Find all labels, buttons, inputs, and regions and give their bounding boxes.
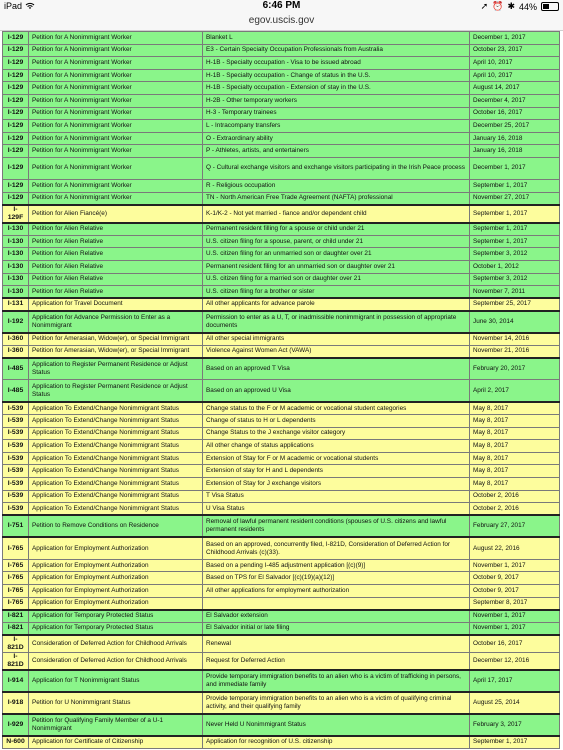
date-cell: April 17, 2017 [470, 670, 560, 692]
date-cell: October 23, 2017 [470, 44, 560, 57]
date-cell: August 22, 2016 [470, 537, 560, 559]
category-cell: U.S. citizen filing for a spouse, parent, or child under 21 [203, 235, 470, 248]
status-right [481, 1, 559, 12]
table-row [3, 205, 560, 223]
table-row [3, 120, 560, 133]
category-cell: P - Athletes, artists, and entertainers [203, 145, 470, 158]
form-title-cell: Petition for Alien Relative [29, 248, 203, 261]
form-cell: N-600 [3, 736, 29, 749]
form-cell: I-765 [3, 559, 29, 572]
form-title-cell: Petition for Amerasian, Widow(er), or Special Immigrant [29, 345, 203, 358]
category-cell: H-1B - Specialty occupation - Visa to be issued abroad [203, 57, 470, 70]
table-row [3, 145, 560, 158]
device-name: iPad [4, 1, 23, 11]
form-cell: I-129 [3, 107, 29, 120]
date-cell: October 2, 2016 [470, 503, 560, 516]
form-title-cell: Petition for Alien Relative [29, 260, 203, 273]
table-row [3, 465, 560, 478]
table-row [3, 94, 560, 107]
form-title-cell: Application To Extend/Change Nonimmigrant Status [29, 478, 203, 491]
form-title-cell: Petition for U Nonimmigrant Status [29, 692, 203, 714]
category-cell: Extension of Stay for F or M academic or vocational students [203, 452, 470, 465]
form-title-cell: Application for Advance Permission to Enter as a Nonimmigrant [29, 311, 203, 333]
form-title-cell: Application to Register Permanent Residence or Adjust Status [29, 380, 203, 402]
form-cell: I-765 [3, 572, 29, 585]
form-title-cell: Application To Extend/Change Nonimmigrant Status [29, 503, 203, 516]
category-cell: L - Intracompany transfers [203, 120, 470, 133]
category-cell: El Salvador extension [203, 610, 470, 623]
category-cell: E3 - Certain Specialty Occupation Professionals from Australia [203, 44, 470, 57]
form-cell: I-539 [3, 478, 29, 491]
category-cell: Q - Cultural exchange visitors and exchange visitors participating in the Irish Peace process [203, 157, 470, 179]
table-row [3, 692, 560, 714]
form-cell: I-821D [3, 635, 29, 653]
date-cell: April 10, 2017 [470, 57, 560, 70]
date-cell: May 8, 2017 [470, 415, 560, 428]
clock: 6:46 PM [262, 0, 301, 11]
date-cell: May 8, 2017 [470, 402, 560, 415]
category-cell: U.S. citizen filing for a brother or sister [203, 286, 470, 299]
table-row [3, 44, 560, 57]
date-cell: September 1, 2017 [470, 736, 560, 749]
form-cell: I-192 [3, 311, 29, 333]
date-cell: September 25, 2017 [470, 298, 560, 311]
form-cell: I-539 [3, 402, 29, 415]
date-cell: February 27, 2017 [470, 515, 560, 537]
form-title-cell: Application To Extend/Change Nonimmigrant Status [29, 427, 203, 440]
category-cell: Permanent resident filling for a spouse or child under 21 [203, 223, 470, 236]
table-row [3, 32, 560, 45]
table-row [3, 192, 560, 205]
category-cell: Extension of stay for H and L dependents [203, 465, 470, 478]
form-title-cell: Application to Register Permanent Residence or Adjust Status [29, 358, 203, 380]
date-cell: September 1, 2017 [470, 235, 560, 248]
category-cell: U Visa Status [203, 503, 470, 516]
table-row [3, 572, 560, 585]
table-row [3, 652, 560, 670]
form-title-cell: Application for Temporary Protected Status [29, 622, 203, 635]
date-cell: May 8, 2017 [470, 452, 560, 465]
date-cell: April 10, 2017 [470, 69, 560, 82]
category-cell: El Salvador initial or late filing [203, 622, 470, 635]
category-cell: Based on TPS for El Salvador [(c)(19)(a)(12)] [203, 572, 470, 585]
form-cell: I-129 [3, 145, 29, 158]
category-cell: Renewal [203, 635, 470, 653]
battery-icon [541, 2, 559, 11]
form-cell: I-130 [3, 223, 29, 236]
date-cell: October 9, 2017 [470, 572, 560, 585]
date-cell: August 14, 2017 [470, 82, 560, 95]
table-row [3, 380, 560, 402]
table-row [3, 670, 560, 692]
form-cell: I-129 [3, 69, 29, 82]
form-cell: I-360 [3, 333, 29, 346]
table-row [3, 157, 560, 179]
form-cell: I-129 [3, 94, 29, 107]
date-cell: November 1, 2017 [470, 610, 560, 623]
table-row [3, 69, 560, 82]
form-cell: I-485 [3, 358, 29, 380]
form-cell: I-129 [3, 44, 29, 57]
form-cell: I-821 [3, 622, 29, 635]
category-cell: All other applicants for advance parole [203, 298, 470, 311]
date-cell: September 8, 2017 [470, 597, 560, 610]
table-row [3, 223, 560, 236]
table-row [3, 585, 560, 598]
table-row [3, 358, 560, 380]
table-row [3, 415, 560, 428]
category-cell: Based on an approved U Visa [203, 380, 470, 402]
category-cell: All other change of status applications [203, 440, 470, 453]
category-cell: Based on a pending I-485 adjustment application [(c)(9)] [203, 559, 470, 572]
table-row [3, 260, 560, 273]
date-cell: September 1, 2017 [470, 223, 560, 236]
date-cell: June 30, 2014 [470, 311, 560, 333]
location-icon: ➚ [480, 1, 489, 11]
form-title-cell: Petition for Alien Relative [29, 223, 203, 236]
table-row [3, 490, 560, 503]
date-cell: December 12, 2016 [470, 652, 560, 670]
date-cell: September 1, 2017 [470, 205, 560, 223]
category-cell: H-3 - Temporary trainees [203, 107, 470, 120]
form-cell: I-539 [3, 440, 29, 453]
category-cell: Permission to enter as a U, T, or inadmissible nonimmigrant in possession of appropriate documents [203, 311, 470, 333]
category-cell: Application for recognition of U.S. citizenship [203, 736, 470, 749]
form-title-cell: Application To Extend/Change Nonimmigrant Status [29, 415, 203, 428]
category-cell: H-1B - Specialty occupation - Change of status in the U.S. [203, 69, 470, 82]
processing-times-table [2, 31, 560, 749]
category-cell: Removal of lawful permanent resident conditions (spouses of U.S. citizens and lawful permanent residents [203, 515, 470, 537]
form-cell: I-129 [3, 120, 29, 133]
form-cell: I-929 [3, 714, 29, 736]
table-row [3, 311, 560, 333]
form-cell: I-821 [3, 610, 29, 623]
table-row [3, 537, 560, 559]
category-cell: Request for Deferred Action [203, 652, 470, 670]
table-row [3, 515, 560, 537]
category-cell: O - Extraordinary ability [203, 132, 470, 145]
form-cell: I-360 [3, 345, 29, 358]
category-cell: Provide temporary immigration benefits to an alien who is a victim of trafficking in persons, and immediate family [203, 670, 470, 692]
date-cell: November 21, 2016 [470, 345, 560, 358]
category-cell: U.S. citizen filing for an unmarried son or daughter over 21 [203, 248, 470, 261]
table-row [3, 82, 560, 95]
form-title-cell: Application for Employment Authorization [29, 537, 203, 559]
form-title-cell: Application To Extend/Change Nonimmigrant Status [29, 440, 203, 453]
form-cell: I-129F [3, 205, 29, 223]
form-title-cell: Petition for Alien Relative [29, 273, 203, 286]
form-cell: I-129 [3, 32, 29, 45]
date-cell: December 1, 2017 [470, 157, 560, 179]
table-row [3, 179, 560, 192]
category-cell: Blanket L [203, 32, 470, 45]
form-title-cell: Application for Employment Authorization [29, 572, 203, 585]
category-cell: H-2B - Other temporary workers [203, 94, 470, 107]
date-cell: February 20, 2017 [470, 358, 560, 380]
form-title-cell: Petition for Qualifying Family Member of a U-1 Nonimmigrant [29, 714, 203, 736]
table-row [3, 273, 560, 286]
table-row [3, 610, 560, 623]
date-cell: August 25, 2014 [470, 692, 560, 714]
table-row [3, 452, 560, 465]
battery-percent: 44% [518, 1, 537, 12]
date-cell: December 1, 2017 [470, 32, 560, 45]
category-cell: Permanent resident filing for an unmarried son or daughter over 21 [203, 260, 470, 273]
form-cell: I-130 [3, 260, 29, 273]
form-title-cell: Application To Extend/Change Nonimmigrant Status [29, 490, 203, 503]
form-title-cell: Petition for A Nonimmigrant Worker [29, 94, 203, 107]
date-cell: May 8, 2017 [470, 427, 560, 440]
form-title-cell: Petition for A Nonimmigrant Worker [29, 57, 203, 70]
form-cell: I-821D [3, 652, 29, 670]
table-row [3, 235, 560, 248]
table-row [3, 559, 560, 572]
date-cell: December 25, 2017 [470, 120, 560, 133]
form-cell: I-131 [3, 298, 29, 311]
form-title-cell: Application To Extend/Change Nonimmigrant Status [29, 402, 203, 415]
form-cell: I-129 [3, 82, 29, 95]
category-cell: Extension of Stay for J exchange visitors [203, 478, 470, 491]
table-row [3, 286, 560, 299]
category-cell: Provide temporary immigration benefits to an alien who is a victim of qualifying criminal activity, and their qualifying family [203, 692, 470, 714]
date-cell: October 16, 2017 [470, 107, 560, 120]
form-title-cell: Petition for Alien Relative [29, 235, 203, 248]
form-title-cell: Petition for A Nonimmigrant Worker [29, 120, 203, 133]
table-row [3, 635, 560, 653]
processing-times-table-container [0, 31, 563, 750]
form-title-cell: Petition for A Nonimmigrant Worker [29, 107, 203, 120]
form-cell: I-129 [3, 132, 29, 145]
bluetooth-icon: ✱ [507, 1, 515, 11]
date-cell: November 1, 2017 [470, 622, 560, 635]
table-row [3, 402, 560, 415]
form-cell: I-539 [3, 503, 29, 516]
table-row [3, 622, 560, 635]
form-cell: I-765 [3, 585, 29, 598]
date-cell: October 9, 2017 [470, 585, 560, 598]
date-cell: October 2, 2016 [470, 490, 560, 503]
form-title-cell: Application for Travel Document [29, 298, 203, 311]
form-cell: I-129 [3, 57, 29, 70]
form-cell: I-918 [3, 692, 29, 714]
date-cell: April 2, 2017 [470, 380, 560, 402]
category-cell: H-1B - Specialty occupation - Extension of stay in the U.S. [203, 82, 470, 95]
form-cell: I-765 [3, 537, 29, 559]
form-title-cell: Petition for A Nonimmigrant Worker [29, 179, 203, 192]
form-cell: I-539 [3, 465, 29, 478]
date-cell: November 1, 2017 [470, 559, 560, 572]
form-title-cell: Petition for A Nonimmigrant Worker [29, 69, 203, 82]
form-cell: I-485 [3, 380, 29, 402]
form-cell: I-130 [3, 235, 29, 248]
form-title-cell: Application To Extend/Change Nonimmigrant Status [29, 465, 203, 478]
date-cell: October 1, 2012 [470, 260, 560, 273]
category-cell: Never Held U Nonimmigrant Status [203, 714, 470, 736]
table-row [3, 597, 560, 610]
date-cell: September 1, 2017 [470, 179, 560, 192]
form-cell: I-751 [3, 515, 29, 537]
alarm-icon: ⏰ [492, 1, 504, 11]
category-cell: K-1/K-2 - Not yet married - fiance and/or dependent child [203, 205, 470, 223]
table-row [3, 107, 560, 120]
category-cell: Change status to the F or M academic or vocational student categories [203, 402, 470, 415]
date-cell: November 27, 2017 [470, 192, 560, 205]
form-cell: I-129 [3, 192, 29, 205]
date-cell: September 3, 2012 [470, 248, 560, 261]
date-cell: November 14, 2016 [470, 333, 560, 346]
url-text[interactable]: egov.uscis.gov [248, 15, 315, 26]
form-title-cell: Petition for A Nonimmigrant Worker [29, 157, 203, 179]
form-title-cell: Application for T Nonimmigrant Status [29, 670, 203, 692]
form-title-cell: Application To Extend/Change Nonimmigrant Status [29, 452, 203, 465]
table-row [3, 478, 560, 491]
date-cell: May 8, 2017 [470, 478, 560, 491]
form-title-cell: Application for Employment Authorization [29, 597, 203, 610]
form-cell: I-130 [3, 248, 29, 261]
form-cell: I-539 [3, 452, 29, 465]
table-row [3, 736, 560, 749]
table-row [3, 333, 560, 346]
form-title-cell: Application for Certificate of Citizenship [29, 736, 203, 749]
category-cell: U.S. citizen filing for a married son or daughter over 21 [203, 273, 470, 286]
form-title-cell: Petition for Alien Fiancé(e) [29, 205, 203, 223]
date-cell: February 3, 2017 [470, 714, 560, 736]
form-title-cell: Petition for Amerasian, Widow(er), or Special Immigrant [29, 333, 203, 346]
form-cell: I-765 [3, 597, 29, 610]
table-row [3, 57, 560, 70]
form-cell: I-539 [3, 490, 29, 503]
table-row [3, 714, 560, 736]
category-cell: All other applications for employment authorization [203, 585, 470, 598]
form-cell: I-914 [3, 670, 29, 692]
form-title-cell: Application for Temporary Protected Status [29, 610, 203, 623]
form-cell: I-539 [3, 415, 29, 428]
category-cell: TN - North American Free Trade Agreement (NAFTA) professional [203, 192, 470, 205]
form-title-cell: Consideration of Deferred Action for Childhood Arrivals [29, 652, 203, 670]
category-cell: Based on an approved T Visa [203, 358, 470, 380]
form-title-cell: Application for Employment Authorization [29, 585, 203, 598]
form-title-cell: Application for Employment Authorization [29, 559, 203, 572]
form-title-cell: Petition for A Nonimmigrant Worker [29, 82, 203, 95]
date-cell: January 16, 2018 [470, 132, 560, 145]
status-bar [0, 0, 563, 14]
table-row [3, 248, 560, 261]
table-row [3, 503, 560, 516]
form-title-cell: Petition for Alien Relative [29, 286, 203, 299]
category-cell: Based on an approved, concurrently filed, I-821D, Consideration of Deferred Action for Childhood Arrivals (c)(33). [203, 537, 470, 559]
date-cell: December 4, 2017 [470, 94, 560, 107]
date-cell: May 8, 2017 [470, 465, 560, 478]
form-title-cell: Petition for A Nonimmigrant Worker [29, 192, 203, 205]
form-title-cell: Consideration of Deferred Action for Childhood Arrivals [29, 635, 203, 653]
date-cell: January 16, 2018 [470, 145, 560, 158]
table-row [3, 440, 560, 453]
form-title-cell: Petition for A Nonimmigrant Worker [29, 145, 203, 158]
form-cell: I-130 [3, 286, 29, 299]
category-cell: Change of status to H or L dependents [203, 415, 470, 428]
category-cell: T Visa Status [203, 490, 470, 503]
form-title-cell: Petition for A Nonimmigrant Worker [29, 32, 203, 45]
category-cell [203, 597, 470, 610]
form-cell: I-130 [3, 273, 29, 286]
address-bar[interactable] [0, 14, 563, 31]
form-cell: I-129 [3, 179, 29, 192]
form-title-cell: Petition for A Nonimmigrant Worker [29, 44, 203, 57]
date-cell: November 7, 2011 [470, 286, 560, 299]
date-cell: September 3, 2012 [470, 273, 560, 286]
form-cell: I-539 [3, 427, 29, 440]
table-row [3, 298, 560, 311]
form-cell: I-129 [3, 157, 29, 179]
form-title-cell: Petition for A Nonimmigrant Worker [29, 132, 203, 145]
table-row [3, 132, 560, 145]
date-cell: May 8, 2017 [470, 440, 560, 453]
category-cell: Violence Against Women Act (VAWA) [203, 345, 470, 358]
date-cell: October 16, 2017 [470, 635, 560, 653]
category-cell: All other special immigrants [203, 333, 470, 346]
table-row [3, 427, 560, 440]
form-title-cell: Petition to Remove Conditions on Residence [29, 515, 203, 537]
category-cell: R - Religious occupation [203, 179, 470, 192]
category-cell: Change Status to the J exchange visitor category [203, 427, 470, 440]
table-row [3, 345, 560, 358]
